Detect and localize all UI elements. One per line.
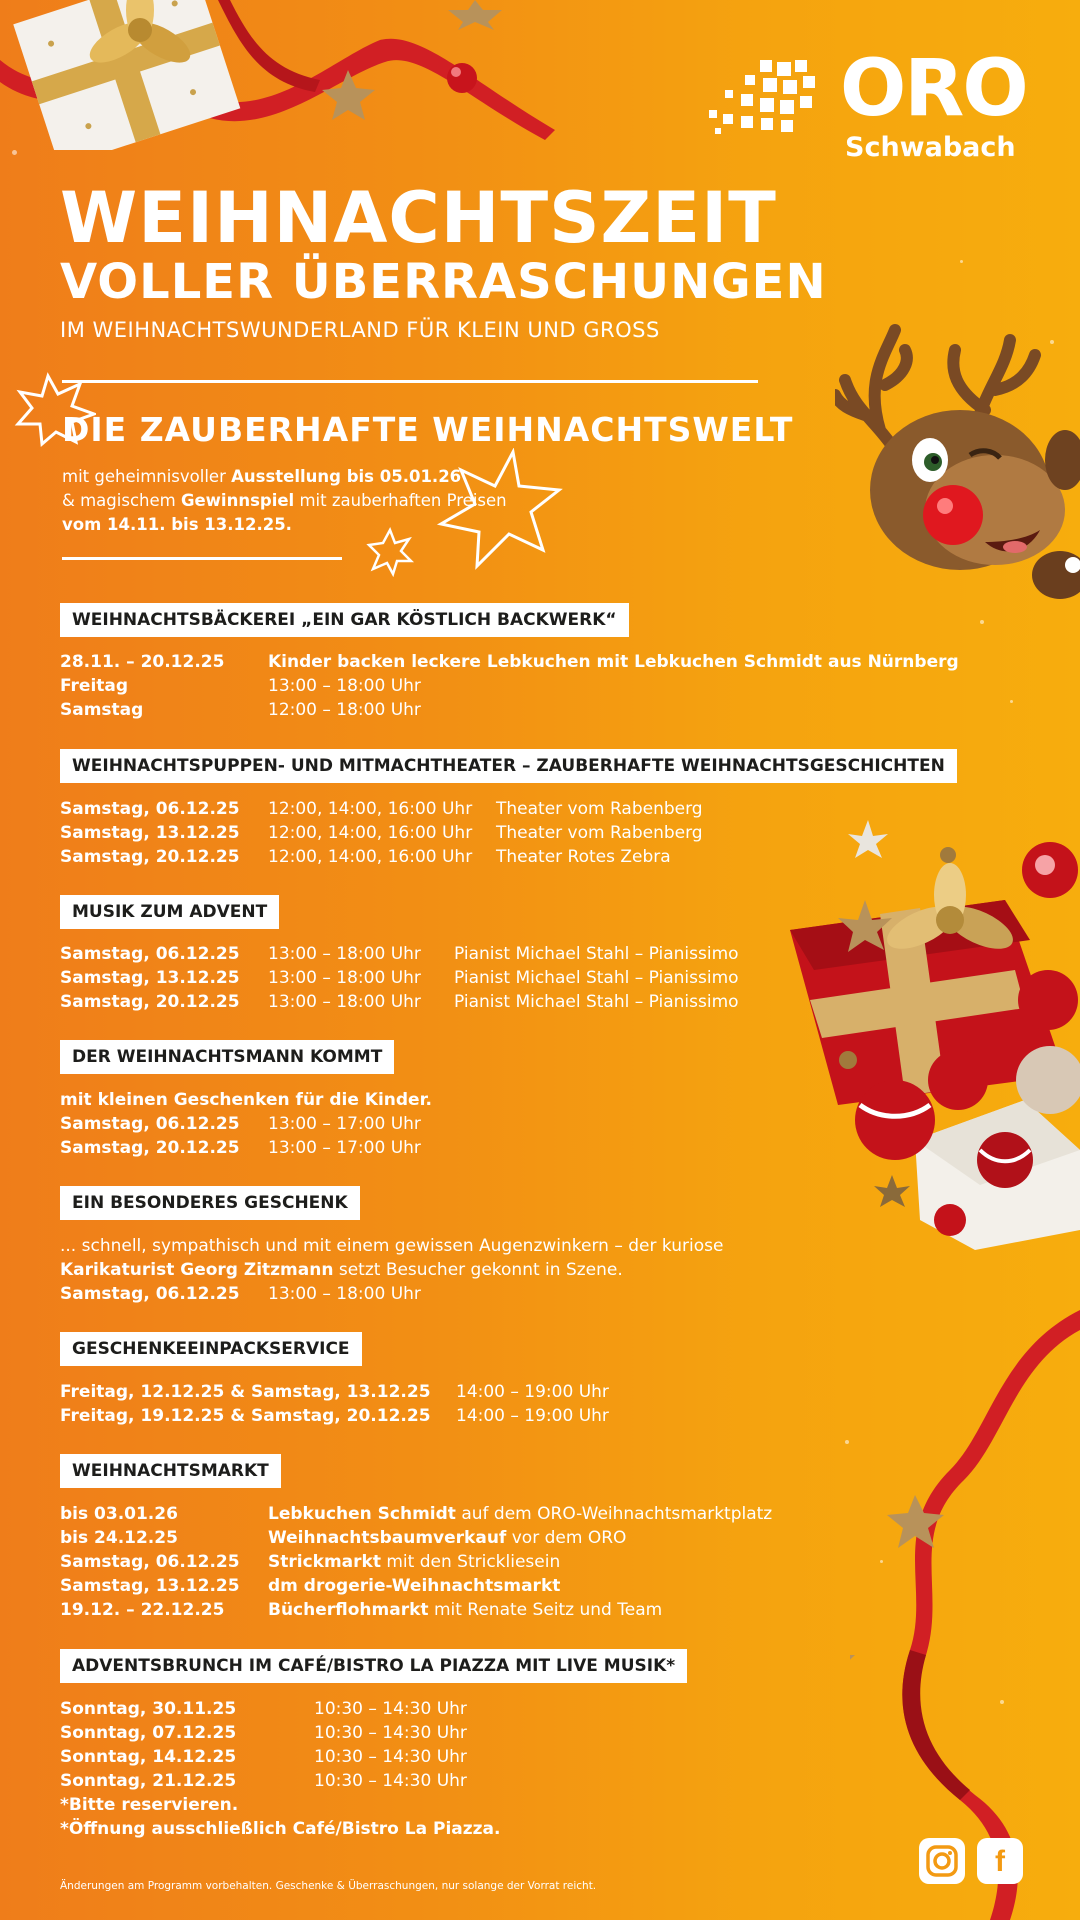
musik-time: 13:00 – 18:00 Uhr (268, 968, 421, 988)
theater-time: 12:00, 14:00, 16:00 Uhr (268, 799, 473, 819)
headline-subtitle: VOLLER ÜBERRASCHUNGEN (60, 254, 827, 310)
geschenk-line-1: ... schnell, sympathisch und mit einem gewissen Augenzwinkern – der kuriose (60, 1236, 724, 1256)
oro-logo (705, 44, 1027, 170)
markt-day: bis 03.01.26 (60, 1504, 178, 1524)
facebook-icon: f (995, 1845, 1005, 1878)
divider-bottom (62, 557, 342, 560)
baeckerei-time-3: 12:00 – 18:00 Uhr (268, 700, 421, 720)
geschenk-day: Samstag, 06.12.25 (60, 1284, 240, 1304)
musik-day: Samstag, 20.12.25 (60, 992, 240, 1012)
baeckerei-time-2: 13:00 – 18:00 Uhr (268, 676, 421, 696)
baeckerei-day-3: Samstag (60, 700, 144, 720)
markt-info: dm drogerie-Weihnachtsmarkt (268, 1576, 561, 1596)
musik-info: Pianist Michael Stahl – Pianissimo (454, 944, 739, 964)
section-header-markt: WEIHNACHTSMARKT (60, 1454, 281, 1488)
weihnachtsmann-time: 13:00 – 17:00 Uhr (268, 1114, 421, 1134)
musik-time: 13:00 – 18:00 Uhr (268, 944, 421, 964)
logo-pixel-mark (705, 60, 835, 140)
brunch-day: Sonntag, 14.12.25 (60, 1747, 237, 1767)
theater-time: 12:00, 14:00, 16:00 Uhr (268, 847, 473, 867)
section-header-einpack: GESCHENKEEINPACKSERVICE (60, 1332, 362, 1366)
weihnachtsmann-day: Samstag, 20.12.25 (60, 1138, 240, 1158)
baeckerei-day-2: Freitag (60, 676, 129, 696)
theater-info: Theater Rotes Zebra (496, 847, 671, 867)
theater-info: Theater vom Rabenberg (496, 799, 703, 819)
markt-info: Bücherflohmarkt mit Renate Seitz und Team (268, 1600, 663, 1620)
footer-disclaimer: Änderungen am Programm vorbehalten. Geschenke & Überraschungen, nur solange der Vorrat reicht. (60, 1880, 597, 1892)
markt-day: Samstag, 13.12.25 (60, 1576, 240, 1596)
weihnachtsmann-intro: mit kleinen Geschenken für die Kinder. (60, 1090, 433, 1110)
musik-time: 13:00 – 18:00 Uhr (268, 992, 421, 1012)
open-gift-illustration (780, 820, 1080, 1270)
ribbon-decoration (850, 1290, 1080, 1920)
brunch-day: Sonntag, 30.11.25 (60, 1699, 237, 1719)
logo-brand: ORO (840, 44, 1027, 134)
gift-box-decoration (0, 0, 560, 150)
markt-day: bis 24.12.25 (60, 1528, 178, 1548)
markt-day: 19.12. – 22.12.25 (60, 1600, 225, 1620)
section-header-weihnachtsmann: DER WEIHNACHTSMANN KOMMT (60, 1040, 394, 1074)
facebook-button[interactable] (977, 1838, 1023, 1884)
feature-text: mit geheimnisvoller Ausstellung bis 05.01.26 & magischem Gewinnspiel mit zauberhaften Preisen vom 14.11. bis 13.12.25. (62, 467, 507, 534)
geschenk-time: 13:00 – 18:00 Uhr (268, 1284, 421, 1304)
star-outline-small-icon (365, 527, 415, 577)
brunch-note-opening: *Öffnung ausschließlich Café/Bistro La Piazza. (60, 1819, 501, 1839)
geschenk-line-2: Karikaturist Georg Zitzmann setzt Besucher gekonnt in Szene. (60, 1260, 623, 1280)
brunch-time: 10:30 – 14:30 Uhr (314, 1771, 467, 1791)
theater-time: 12:00, 14:00, 16:00 Uhr (268, 823, 473, 843)
brunch-time: 10:30 – 14:30 Uhr (314, 1747, 467, 1767)
theater-info: Theater vom Rabenberg (496, 823, 703, 843)
brunch-time: 10:30 – 14:30 Uhr (314, 1723, 467, 1743)
reindeer-illustration (835, 310, 1080, 610)
markt-day: Samstag, 06.12.25 (60, 1552, 240, 1572)
brunch-day: Sonntag, 21.12.25 (60, 1771, 237, 1791)
baeckerei-day-1: 28.11. – 20.12.25 (60, 652, 225, 672)
headline-title: WEIHNACHTSZEIT (60, 177, 777, 259)
einpack-time: 14:00 – 19:00 Uhr (456, 1382, 609, 1402)
musik-info: Pianist Michael Stahl – Pianissimo (454, 968, 739, 988)
section-header-baeckerei: WEIHNACHTSBÄCKEREI „EIN GAR KÖSTLICH BACKWERK“ (60, 603, 629, 637)
divider-top (62, 380, 758, 383)
brunch-time: 10:30 – 14:30 Uhr (314, 1699, 467, 1719)
musik-day: Samstag, 06.12.25 (60, 944, 240, 964)
logo-city: Schwabach (845, 132, 1016, 163)
einpack-day: Freitag, 19.12.25 & Samstag, 20.12.25 (60, 1406, 431, 1426)
einpack-day: Freitag, 12.12.25 & Samstag, 13.12.25 (60, 1382, 431, 1402)
weihnachtsmann-day: Samstag, 06.12.25 (60, 1114, 240, 1134)
theater-day: Samstag, 20.12.25 (60, 847, 240, 867)
star-outline-large-icon (435, 448, 570, 583)
markt-info: Strickmarkt mit den Strickliesein (268, 1552, 561, 1572)
musik-info: Pianist Michael Stahl – Pianissimo (454, 992, 739, 1012)
instagram-button[interactable] (919, 1838, 965, 1884)
headline-tagline: IM WEIHNACHTSWUNDERLAND FÜR KLEIN UND GROSS (60, 318, 660, 342)
section-header-musik: MUSIK ZUM ADVENT (60, 895, 279, 929)
theater-day: Samstag, 06.12.25 (60, 799, 240, 819)
markt-info: Lebkuchen Schmidt auf dem ORO-Weihnachtsmarktplatz (268, 1504, 773, 1524)
instagram-icon (919, 1838, 965, 1884)
einpack-time: 14:00 – 19:00 Uhr (456, 1406, 609, 1426)
markt-info: Weihnachtsbaumverkauf vor dem ORO (268, 1528, 627, 1548)
section-header-theater: WEIHNACHTSPUPPEN- UND MITMACHTHEATER – ZAUBERHAFTE WEIHNACHTSGESCHICHTEN (60, 749, 957, 783)
theater-day: Samstag, 13.12.25 (60, 823, 240, 843)
brunch-note-reserve: *Bitte reservieren. (60, 1795, 239, 1815)
brunch-day: Sonntag, 07.12.25 (60, 1723, 237, 1743)
feature-title: DIE ZAUBERHAFTE WEIHNACHTSWELT (62, 410, 794, 449)
baeckerei-info-1: Kinder backen leckere Lebkuchen mit Lebkuchen Schmidt aus Nürnberg (268, 652, 959, 672)
section-header-geschenk: EIN BESONDERES GESCHENK (60, 1186, 360, 1220)
section-header-brunch: ADVENTSBRUNCH IM CAFÉ/BISTRO LA PIAZZA MIT LIVE MUSIK* (60, 1649, 687, 1683)
musik-day: Samstag, 13.12.25 (60, 968, 240, 988)
weihnachtsmann-time: 13:00 – 17:00 Uhr (268, 1138, 421, 1158)
